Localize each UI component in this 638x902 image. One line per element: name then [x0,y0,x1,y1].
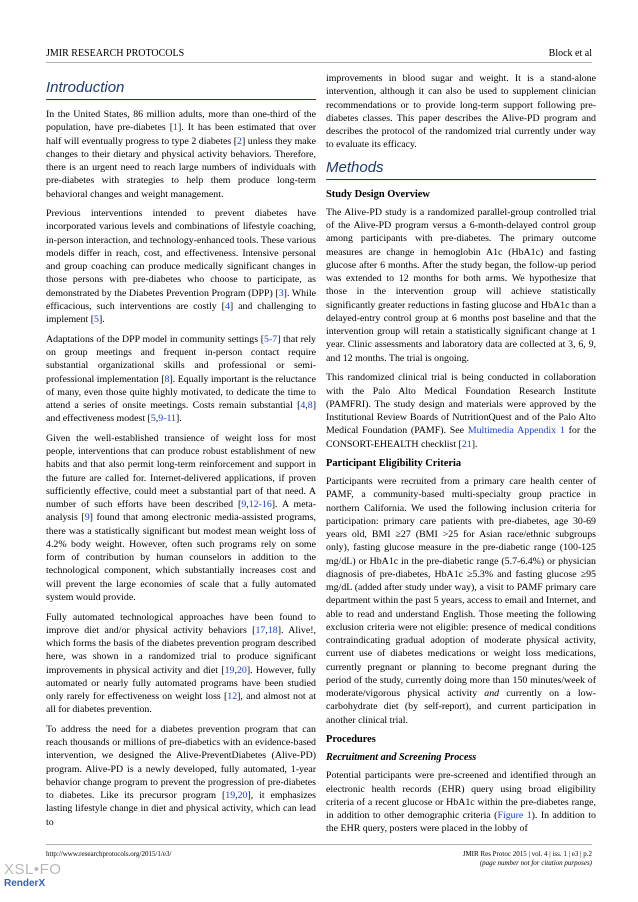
citation-link[interactable]: 9 [84,512,90,524]
intro-paragraph-7 [326,72,596,152]
text-run: , [235,790,238,802]
citation-link[interactable]: 17 [255,624,266,636]
text-run: This randomized clinical trial is being conducted in collaboration with the Palo Alto Medical Foundation Research Institute (PAMFRI). The study design and materials were approved by the Institutional Review Boards of NutritionQuest and of the Palo Alto Medical Foundation (PAMF). See [326,372,596,437]
text-run: ] that rely on group meetings and frequent in-person contact require substantial organizational skills and professional or semi-professional implementation [ [46,333,316,385]
citation-link[interactable]: 19 [224,664,235,676]
footer-url[interactable]: http://www.researchprotocols.org/2015/1/e3/ [46,850,172,858]
citation-link[interactable]: 12 [227,691,238,703]
citation-link[interactable]: 12-16 [248,499,272,511]
text-run: ] found that among electronic media-assisted programs, there was a statistically significant but modest mean weight loss of 4.2% body weight. However, often such programs rely on some form of contribution by human counselors in addition to the technological component, which substantially increases cost and will prevent the large economies of scale that a fully automated system would provide. [46,512,317,603]
renderx-logo [4,862,61,890]
text-run: Given the well-established transience of weight loss for most people, interventions that can produce robust establishment of new habits and that also permit long-term reinforcement and support in the future are called for. Internet-delivered applications, if proven sufficiently effective, could meet a substantial part of that need. A number of such efforts have been described [ [46,432,316,511]
text-run: , [305,400,308,412]
text-run: , [155,413,159,425]
text-run: ]. Alive!, which forms the basis of the diabetes prevention program described here, was shown in a randomized trial to produce significant improvements in physical activity and diet [ [46,624,316,676]
italic-text: and [484,688,500,700]
citation-link[interactable]: 9-11 [158,413,176,425]
citation-link[interactable]: 18 [267,624,278,636]
eligibility-heading: Participant Eligibility Criteria [326,458,462,470]
footer-divider [46,844,592,845]
text-run: ] and challenging to implement [ [46,300,317,326]
text-run: Previous interventions intended to prevent diabetes have incorporated various levels and combinations of lifestyle coaching, in-person interaction, and technology-enhanced tools. These various models differ in reach, cost, and effectiveness. Intensive personal and group coaching can produce medically significant changes in those persons with pre-diabetes who choose to participate, as demonstrated by the Diabetes Prevention Program (DPP) [ [46,208,316,299]
renderx-logo-text: RenderX [4,878,46,889]
citation-link[interactable]: 2 [237,135,242,147]
text-run: improvements in blood sugar and weight. It is a stand-alone intervention, although it can also be used to supplement clinician recommendations or to provide long-term support following pre-diabetes classes. This paper describes the Alive-PD program and describes the protocol of the randomized trial currently under way to evaluate its efficacy. [326,73,596,151]
eligibility-paragraph [326,475,596,727]
introduction-heading: Introduction [46,79,125,96]
intro-paragraph-1 [46,108,316,201]
intro-paragraph-4 [46,432,316,604]
text-run: ]. A meta-analysis [ [46,499,316,524]
right-column [326,72,596,842]
text-run: Fully automated technological approaches have been found to improve diet and/or physical activity behaviors [ [46,611,316,636]
citation-note: (page number not for citation purposes) [479,859,592,867]
citation-link[interactable]: 5 [94,314,99,326]
citation-link[interactable]: 20 [236,664,247,676]
text-run: ] unless they make changes to their dietary and physical activity behaviors. Therefore, there is an urgent need to reach large numbers of individuals with pre-diabetes with strategies to help them produce long-term behavioral changes and weight management. [46,135,316,200]
text-run: To address the need for a diabetes prevention program that can reach thousands or millions of pre-diabetics with an evidence-based intervention, we designed the Alive-PreventDiabetes (Alive-PD) program. Alive-PD is a newly developed, fully automated, 1-year behavior change program to prevent the progression of pre-diabetes to diabetes. Like its precursor program [ [46,723,316,802]
text-run: The Alive-PD study is a randomized parallel-group controlled trial of the Alive-PD program versus a 6-month-delayed control group among participants with pre-diabetes. The primary outcome measures are change in hemoglobin A1c (HbA1c) and fasting glucose after 6 months. After the study began, the follow-up period was extended to 12 months for both arms. We hypothesize that those in the intervention group will achieve statistically significantly greater reductions in fasting glucose and HbA1c than a delayed-entry control group at 6 months post baseline and that the intervention group will retain a statistically significant change at 1 year. Clinic assessments and laboratory data are collected at 3, 6, 9, and 12 months. The trial is ongoing. [326,206,596,364]
text-run: ). In addition to the EHR query, posters were placed in the lobby of [326,810,596,835]
header-divider [46,62,592,63]
text-run: , [265,624,268,636]
citation-text: JMIR Res Protoc 2015 | vol. 4 | iss. 1 | e3 | p.2 [462,850,592,858]
text-run: ]. [175,413,182,425]
study-design-paragraph-1 [326,206,596,365]
citation-link[interactable]: 20 [237,790,248,802]
citation-link[interactable]: Multimedia Appendix 1 [467,425,565,437]
text-run: ], it emphasizes lasting lifestyle change in diet and physical activity, which can lead to [46,790,316,828]
footer-citation [463,850,592,868]
study-design-paragraph-2 [326,371,596,451]
study-design-heading: Study Design Overview [326,188,430,200]
intro-paragraph-3 [46,333,316,426]
journal-name: JMIR RESEARCH PROTOCOLS [46,48,185,59]
left-column [46,72,316,835]
introduction-rule [46,99,316,100]
citation-link[interactable]: 1 [173,122,178,134]
text-run: ], and almost not at all for diabetes prevention. [46,691,317,716]
text-run: ] and effectiveness modest [ [46,400,316,425]
text-run: ]. [98,314,105,326]
text-run: ]. However, fully automated or nearly fully automated programs have been studied only rarely for effectiveness on weight loss [ [46,664,316,703]
citation-link[interactable]: 4 [224,300,230,312]
recruitment-heading: Recruitment and Screening Process [326,752,477,764]
citation-link[interactable]: 9 [241,499,247,511]
citation-link[interactable]: 19 [225,790,236,802]
text-run: , [234,664,237,676]
text-run: Adaptations of the DPP model in community settings [ [46,333,265,345]
citation-link[interactable]: 5 [150,413,156,425]
text-run: currently on a low-carbohydrate diet (by self-report), and current participation in another clinical trial. [326,688,596,726]
text-run: ]. While efficacious, such interventions are costly [ [46,287,316,312]
citation-link[interactable]: 8 [307,400,313,412]
methods-heading: Methods [326,158,384,176]
text-run: In the United States, 86 million adults, more than one-third of the population, have pre-diabetes [ [46,109,316,134]
text-run: for the CONSORT-EHEALTH checklist [ [326,425,596,450]
xslfo-logo-text: XSL•FO [4,861,62,878]
citation-link[interactable]: 3 [278,287,284,299]
recruitment-paragraph [326,769,596,835]
intro-paragraph-5 [46,611,316,717]
citation-link[interactable]: 5-7 [264,333,278,345]
citation-link[interactable]: 4 [300,400,306,412]
methods-rule [326,179,596,180]
text-run: ]. [471,438,478,450]
citation-link[interactable]: Figure 1 [497,810,532,822]
citation-link[interactable]: 21 [461,438,472,450]
author-label: Block et al [548,48,592,59]
intro-paragraph-2 [46,207,316,326]
text-run: ]. Equally important is the reluctance of many, even those quite highly motivated, to dedicate the time to attend a series of onsite meetings. Costs remain substantial [ [46,373,316,412]
text-run: Potential participants were pre-screened and identified through an electronic health records (EHR) query using broad eligibility criteria of a recent glucose or HbA1c within the pre-diabetes range, in addition to other demographic criteria ( [326,770,596,822]
text-run: ]. It has been estimated that over half will eventually progress to type 2 diabetes [ [46,122,316,147]
text-run: , [246,499,249,511]
intro-paragraph-6 [46,723,316,829]
text-run: Participants were recruited from a primary care health center of PAMF, a community-based multi-specialty group practice in northern California. We used the following inclusion criteria for participation: primary care patients with pre-diabetes, age 30-69 years old, BMI ≥27 (BMI >25 for Asian race/ethnic subgroups only), fasting glucose measure in the pre-diabetic range (100-125 mg/dL) or HbA1c in the pre-diabetic range (5.7-6.4%) or physician diagnosis of pre-diabetes, HbA1c ≥5.3% and fasting glucose ≥95 mg/dL (added after study under way), a visit to PAMF primary care department within the past 5 years, access to email and Internet, and able to read and understand English. Those meeting the following exclusion criteria were not eligible: presence of medical conditions contraindicating gradual adoption of moderate physical activity, current use of diabetes medications or weight loss medications, currently pregnant or planning to become pregnant during the period of the study, currently doing more than 150 minutes/week of moderate/vigorous physical activity [326,476,596,700]
citation-link[interactable]: 8 [164,373,170,385]
running-header [46,48,592,60]
procedures-heading: Procedures [326,734,376,746]
